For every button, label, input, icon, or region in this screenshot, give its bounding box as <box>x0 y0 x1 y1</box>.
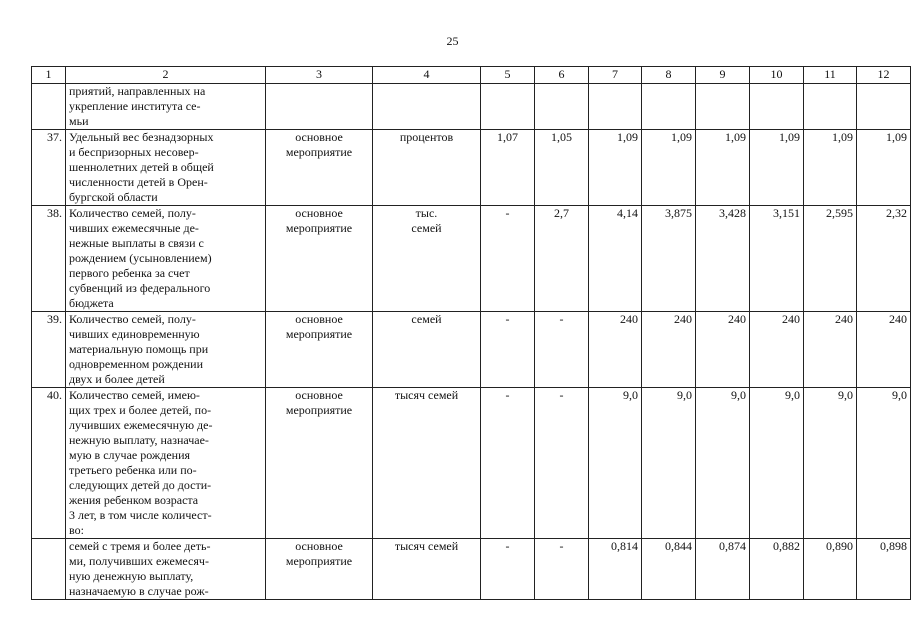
indicator-description-line: субвенций из федерального <box>69 281 211 295</box>
value-cell-col-5 <box>481 84 535 130</box>
value-cell-col-7: 9,0 <box>589 388 642 539</box>
unit-of-measure-line: процентов <box>399 130 454 144</box>
table-body <box>32 84 911 600</box>
indicator-description-line: одновременном рождении <box>69 357 203 371</box>
event-type-line: мероприятие <box>285 327 353 341</box>
event-type-line: основное <box>295 312 343 326</box>
event-type <box>266 84 373 130</box>
value-cell-col-5: - <box>481 312 535 388</box>
indicator-description-line: чивших единовременную <box>69 327 200 341</box>
value-cell-col-12 <box>857 84 911 130</box>
value-cell-col-8: 0,844 <box>642 539 696 600</box>
indicator-description-line: Количество семей, полу- <box>69 206 196 220</box>
value-cell-col-6: 1,05 <box>535 130 589 206</box>
indicator-description-line: двух и более детей <box>69 372 165 386</box>
header-cell-5: 5 <box>481 67 535 84</box>
event-type-line: основное <box>295 539 343 553</box>
page-number: 25 <box>446 34 459 48</box>
table-header <box>32 67 911 84</box>
value-cell-col-10: 1,09 <box>750 130 804 206</box>
table-row <box>32 312 911 388</box>
value-cell-col-7: 0,814 <box>589 539 642 600</box>
event-type <box>266 206 373 312</box>
value-cell-col-5: 1,07 <box>481 130 535 206</box>
indicator-description-line: семей с тремя и более деть- <box>69 539 211 553</box>
unit-of-measure <box>373 312 481 388</box>
unit-of-measure <box>373 84 481 130</box>
table-row <box>32 84 911 130</box>
indicator-description <box>66 84 266 130</box>
indicator-description-line: ную денежную выплату, <box>69 569 194 583</box>
value-cell-col-12: 240 <box>857 312 911 388</box>
header-row <box>32 67 911 84</box>
unit-of-measure-line: семей <box>411 312 442 326</box>
value-cell-col-11: 240 <box>804 312 857 388</box>
value-cell-col-6: - <box>535 539 589 600</box>
value-cell-col-5: - <box>481 388 535 539</box>
unit-of-measure <box>373 130 481 206</box>
value-cell-col-6 <box>535 84 589 130</box>
value-cell-col-9: 3,428 <box>696 206 750 312</box>
indicator-description-line: следующих детей до дости- <box>69 478 212 492</box>
event-type <box>266 312 373 388</box>
table-row <box>32 130 911 206</box>
indicator-description-line: ми, получивших ежемесяч- <box>69 554 209 568</box>
indicator-description-line: первого ребенка за счет <box>69 266 190 280</box>
row-number <box>32 539 66 600</box>
unit-of-measure-line: тысяч семей <box>394 388 459 402</box>
event-type-line: основное <box>295 388 343 402</box>
event-type-line: мероприятие <box>285 554 353 568</box>
table-row <box>32 539 911 600</box>
value-cell-col-9: 9,0 <box>696 388 750 539</box>
value-cell-col-9 <box>696 84 750 130</box>
header-cell-6: 6 <box>535 67 589 84</box>
value-cell-col-12: 1,09 <box>857 130 911 206</box>
table-row <box>32 388 911 539</box>
indicator-description-line: Количество семей, полу- <box>69 312 196 326</box>
value-cell-col-8 <box>642 84 696 130</box>
event-type <box>266 388 373 539</box>
indicator-description-line: бургской области <box>69 190 158 204</box>
value-cell-col-11: 2,595 <box>804 206 857 312</box>
header-cell-10: 10 <box>750 67 804 84</box>
unit-of-measure <box>373 206 481 312</box>
value-cell-col-5: - <box>481 539 535 600</box>
value-cell-col-8: 240 <box>642 312 696 388</box>
event-type-line: мероприятие <box>285 403 353 417</box>
indicator-description-line: нежные выплаты в связи с <box>69 236 204 250</box>
header-cell-9: 9 <box>696 67 750 84</box>
value-cell-col-12: 9,0 <box>857 388 911 539</box>
indicators-table <box>31 66 911 600</box>
value-cell-col-8: 9,0 <box>642 388 696 539</box>
indicator-description-line: назначаемую в случае рож- <box>69 584 209 598</box>
header-cell-4: 4 <box>373 67 481 84</box>
indicator-description-line: приятий, направленных на <box>69 84 206 98</box>
indicator-description <box>66 312 266 388</box>
value-cell-col-10 <box>750 84 804 130</box>
event-type-line: мероприятие <box>285 221 353 235</box>
event-type <box>266 130 373 206</box>
event-type <box>266 539 373 600</box>
header-cell-11: 11 <box>804 67 857 84</box>
indicator-description-line: рождением (усыновлением) <box>69 251 212 265</box>
indicator-description <box>66 206 266 312</box>
value-cell-col-11: 0,890 <box>804 539 857 600</box>
value-cell-col-9: 0,874 <box>696 539 750 600</box>
indicator-description-line: материальную помощь при <box>69 342 209 356</box>
indicator-description-line: Удельный вес безнадзорных <box>69 130 214 144</box>
indicator-description-line: во: <box>69 523 84 537</box>
indicator-description-line: мьи <box>69 114 89 128</box>
indicator-description-line: нежную выплату, назначае- <box>69 433 209 447</box>
value-cell-col-9: 240 <box>696 312 750 388</box>
indicator-description-line: щих трех и более детей, по- <box>69 403 212 417</box>
indicator-description-line: 3 лет, в том числе количест- <box>69 508 212 522</box>
value-cell-col-7 <box>589 84 642 130</box>
event-type-line: основное <box>295 130 343 144</box>
event-type-line: основное <box>295 206 343 220</box>
row-number: 37. <box>32 130 66 206</box>
value-cell-col-5: - <box>481 206 535 312</box>
indicator-description <box>66 388 266 539</box>
indicator-description-line: и беспризорных несовер- <box>69 145 199 159</box>
value-cell-col-12: 0,898 <box>857 539 911 600</box>
header-cell-3: 3 <box>266 67 373 84</box>
value-cell-col-12: 2,32 <box>857 206 911 312</box>
header-cell-1: 1 <box>32 67 66 84</box>
header-cell-7: 7 <box>589 67 642 84</box>
indicator-description-line: чивших ежемесячные де- <box>69 221 199 235</box>
value-cell-col-10: 3,151 <box>750 206 804 312</box>
indicator-description-line: жения ребенком возраста <box>69 493 199 507</box>
value-cell-col-7: 4,14 <box>589 206 642 312</box>
indicator-description-line: шеннолетних детей в общей <box>69 160 214 174</box>
value-cell-col-9: 1,09 <box>696 130 750 206</box>
value-cell-col-7: 1,09 <box>589 130 642 206</box>
unit-of-measure-line: тыс. <box>415 206 438 220</box>
header-cell-12: 12 <box>857 67 911 84</box>
value-cell-col-7: 240 <box>589 312 642 388</box>
row-number: 40. <box>32 388 66 539</box>
value-cell-col-11: 1,09 <box>804 130 857 206</box>
indicator-description-line: бюджета <box>69 296 114 310</box>
value-cell-col-11: 9,0 <box>804 388 857 539</box>
value-cell-col-6: - <box>535 388 589 539</box>
indicator-description-line: лучивших ежемесячную де- <box>69 418 213 432</box>
row-number <box>32 84 66 130</box>
indicator-description-line: численности детей в Орен- <box>69 175 208 189</box>
header-cell-8: 8 <box>642 67 696 84</box>
unit-of-measure <box>373 388 481 539</box>
row-number: 38. <box>32 206 66 312</box>
value-cell-col-10: 240 <box>750 312 804 388</box>
indicator-description-line: третьего ребенка или по- <box>69 463 197 477</box>
indicator-description-line: мую в случае рождения <box>69 448 191 462</box>
header-cell-2: 2 <box>66 67 266 84</box>
unit-of-measure-line: семей <box>411 221 442 235</box>
unit-of-measure-line: тысяч семей <box>394 539 459 553</box>
indicator-description-line: укрепление института се- <box>69 99 201 113</box>
event-type-line: мероприятие <box>285 145 353 159</box>
value-cell-col-8: 1,09 <box>642 130 696 206</box>
value-cell-col-8: 3,875 <box>642 206 696 312</box>
table-row <box>32 206 911 312</box>
value-cell-col-6: 2,7 <box>535 206 589 312</box>
indicator-description <box>66 130 266 206</box>
indicator-description <box>66 539 266 600</box>
value-cell-col-6: - <box>535 312 589 388</box>
value-cell-col-10: 9,0 <box>750 388 804 539</box>
indicator-description-line: Количество семей, имею- <box>69 388 200 402</box>
value-cell-col-11 <box>804 84 857 130</box>
value-cell-col-10: 0,882 <box>750 539 804 600</box>
row-number: 39. <box>32 312 66 388</box>
unit-of-measure <box>373 539 481 600</box>
